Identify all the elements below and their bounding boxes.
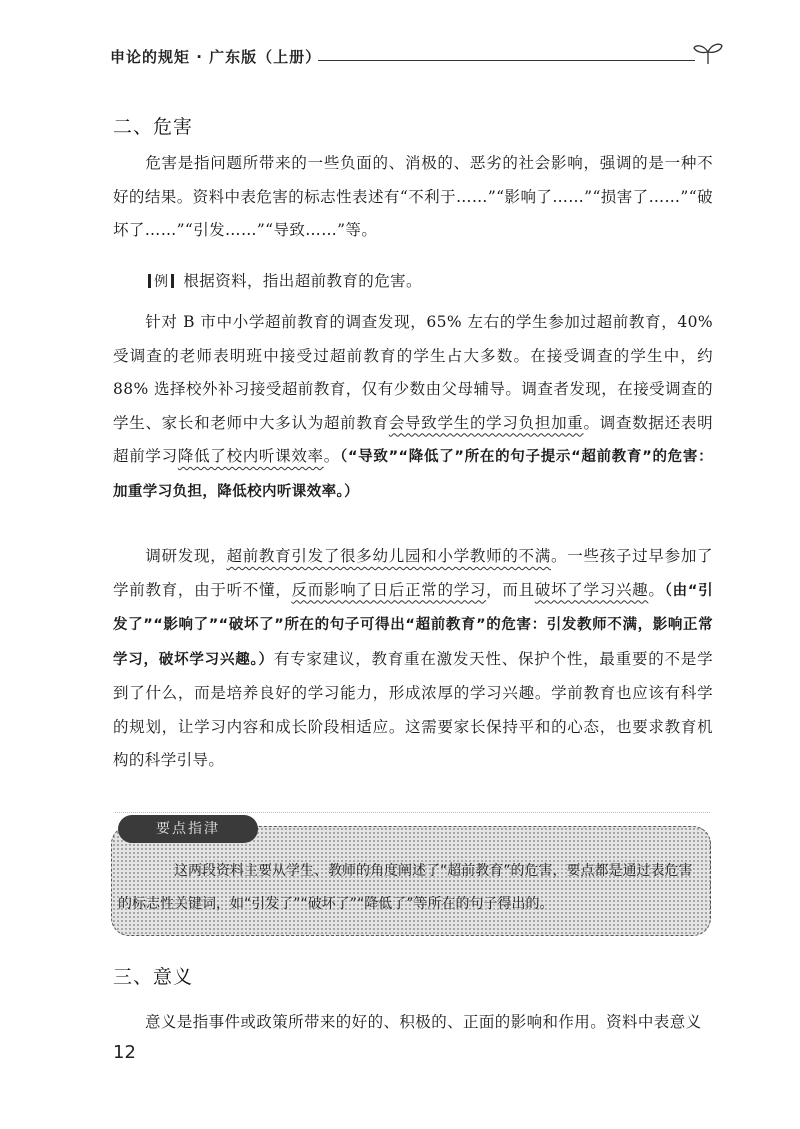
section-heading-harm: 二、危害 bbox=[113, 116, 194, 138]
para2-underline-2: 反而影响了日后正常的学习 bbox=[291, 580, 487, 599]
para2-text-b: 。一些孩子过早参加了学前教育，由于听不懂， bbox=[113, 547, 713, 599]
tip-box bbox=[111, 821, 711, 936]
para2-text-a: 调研发现， bbox=[145, 547, 227, 565]
running-header bbox=[110, 44, 725, 74]
section-heading-significance: 三、意义 bbox=[113, 966, 194, 988]
tip-label: 要点指津 bbox=[118, 815, 258, 843]
para2-underline-1: 超前教育引发了很多幼儿园和小学教师的不满 bbox=[226, 547, 552, 565]
para2-underline-3: 破坏了学习兴趣 bbox=[534, 580, 649, 599]
dotted-separator bbox=[115, 812, 710, 813]
para2-annotation: （由“引发了”“影响了”“破坏了”所在的句子可得出“超前教育”的危害：引发教师不满，影响正常学习，破坏学习兴趣。） bbox=[113, 582, 713, 668]
para1-text-c: 。 bbox=[323, 447, 340, 465]
para1-underline-1: 会导致学生的学习负担加重 bbox=[388, 413, 584, 432]
para2-text-d: 。 bbox=[648, 580, 665, 599]
example-line bbox=[113, 265, 713, 300]
example-prompt: 根据资料，指出超前教育的危害。 bbox=[183, 272, 422, 290]
header-rule bbox=[318, 60, 695, 61]
para1-annotation: （“导致”“降低了”所在的句子提示“超前教育”的危害：加重学习负担，降低校内听课效率。） bbox=[113, 449, 713, 500]
tip-text bbox=[112, 855, 712, 921]
para1-text-b: 。调查数据还表明超前学习 bbox=[113, 413, 714, 465]
harm-definition bbox=[113, 147, 713, 248]
significance-definition bbox=[113, 1006, 713, 1040]
material-paragraph-2 bbox=[113, 540, 713, 778]
book-title: 申论的规矩 · 广东版（上册） bbox=[110, 46, 327, 67]
tip-text-content: 这两段资料主要从学生、教师的角度阐述了“超前教育”的危害，要点都是通过表危害的标志性关键词，如“引发了”“破坏了”“降低了”等所在的句子得出的。 bbox=[118, 863, 693, 912]
page-number: 12 bbox=[113, 1042, 136, 1063]
para1-underline-2: 降低了校内听课效率 bbox=[177, 447, 324, 465]
significance-definition-text: 意义是指事件或政策所带来的好的、积极的、正面的影响和作用。资料中表意义 bbox=[145, 1013, 702, 1031]
para2-text-e: 有专家建议，教育重在激发天性、保护个性，最重要的不是学到了什么，而是培养良好的学习能力，形成浓厚的学习兴趣。学前教育也应该有科学的规划，让学习内容和成长阶段相适应。这需要家长保持平和的心态，也要求教育机构的科学引导。 bbox=[113, 649, 713, 769]
example-tag: 例 bbox=[145, 274, 177, 290]
sprout-icon bbox=[691, 40, 725, 66]
para1-text-a: 针对 B 市中小学超前教育的调查发现，65% 左右的学生参加过超前教育，40% 受调查的老师表明班中接受过超前教育的学生占大多数。在接受调查的学生中，约 88% 选择校外补习接受超前教育，仅有少数由父母辅导。调查者发现，在接受调查的学生、家长和老师中大多认为超前教育 bbox=[113, 313, 713, 432]
material-paragraph-1 bbox=[113, 306, 713, 509]
para2-text-c: ，而且 bbox=[486, 580, 535, 599]
harm-definition-text: 危害是指问题所带来的一些负面的、消极的、恶劣的社会影响，强调的是一种不好的结果。资料中表危害的标志性表述有“不利于……”“影响了……”“损害了……”“破坏了……”“引发……”“导致……”等。 bbox=[113, 154, 713, 239]
